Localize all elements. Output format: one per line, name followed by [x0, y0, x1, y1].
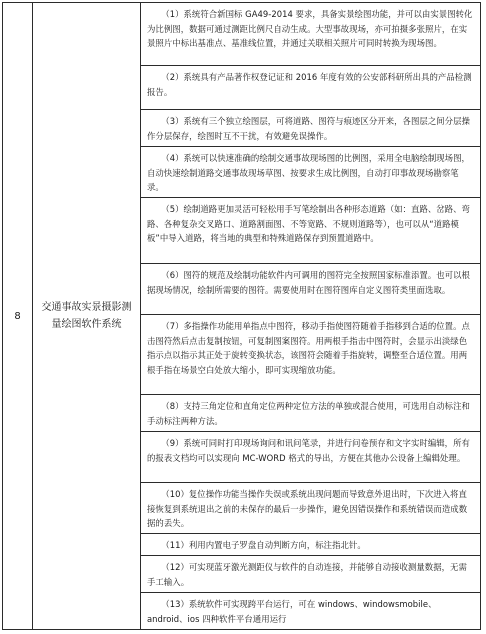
product-name-line2: 量绘图软件系统 — [51, 319, 122, 330]
requirement-item: （6）图符的规范及绘制功能软件内可调用的图符完全按照国家标准添置。也可以根据现场情况，绘制所需要的图符。需要使用时在图符图库自定义图符类里面选取。 — [141, 264, 480, 315]
requirement-item: （1）系统符合新国标 GA49-2014 要求，具备实景绘图功能，并可以由实景图转化为比例图，数据可通过测距比例尺自动生成。大型事故现场，亦可拍摄多张照片，在实景照片中标出基准点、基准线位置，并通过关联相关照片可同时转换为现场图。 — [141, 3, 480, 66]
requirement-item: （13）系统软件可实现跨平台运行，可在 windows、windowsmobile、android、ios 四种软件平台通用运行 — [147, 599, 437, 624]
requirement-item: （4）系统可以快速准确的绘制交通事故现场图的比例图，采用全电脑绘制现场图，自动快速绘制道路交通事故现场草图、按要求生成比例图，自动打印事故现场勘察笔录。 — [141, 147, 480, 198]
product-name-cell — [33, 3, 141, 629]
product-name-line1: 交通事故实景摄影测 — [41, 302, 132, 313]
requirements-cell — [141, 3, 480, 629]
spec-table — [2, 2, 481, 630]
requirement-item: （10）复位操作功能当操作失误或系统出现问题而导致意外退出时，下次进入将直接恢复到系统退出之前的未保存的最后一步操作，避免因错误操作和系统错误而造成数据的丢失。 — [141, 483, 480, 534]
requirement-item: （7）多指操作功能用单指点中图符，移动手指使图符随着手指移到合适的位置。点击图符然后点击复制按钮，可复制图案图符。用两根手指击中图符时，会显示出淡绿色指示点以指示其正处于旋转变换状态，该图符会随着手指旋转，调整至合适位置。用两根手指在场景空白处放大缩小，即可实现缩放功能。 — [141, 315, 480, 395]
requirement-item: （2）系统具有产品著作权登记证和 2016 年度有效的公安部科研所出具的产品检测报告。 — [141, 66, 480, 110]
requirement-item: （3）系统有三个独立绘图层，可将道路、图符与痕迹区分开来，各图层之间分层操作分层保存，绘图时互不干扰，有效避免误操作。 — [141, 110, 480, 147]
requirement-item: （5）绘制道路更加灵活可轻松用手写笔绘制出各种形态道路（如：直路、岔路、弯路、各种复杂交叉路口、道路割面图、不等宽路、不规则道路等），也可以从“道路模板”中导入道路，将当地的典型和特殊道路保存到预置道路中。 — [141, 198, 480, 264]
requirement-item: （11）利用内置电子罗盘自动判断方向，标注指北针。 — [141, 534, 480, 556]
requirement-item: （12）可实现蓝牙激光测距仪与软件的自动连接，并能够自动接收测量数据，无需手工输入。 — [141, 556, 480, 593]
row-number-cell — [3, 3, 33, 629]
requirement-item: （8）支持三角定位和直角定位两种定位方法的单独或混合使用，可选用自动标注和手动标注两种方法。 — [141, 395, 480, 432]
requirement-item: （9）系统可同时打印现场询问和讯问笔录，并进行问卷预存和文字实时编辑，所有的报表文档均可以实现向 MC-WORD 格式的导出，方便在其他办公设备上编辑处理。 — [141, 432, 480, 483]
row-number: 8 — [14, 310, 21, 322]
